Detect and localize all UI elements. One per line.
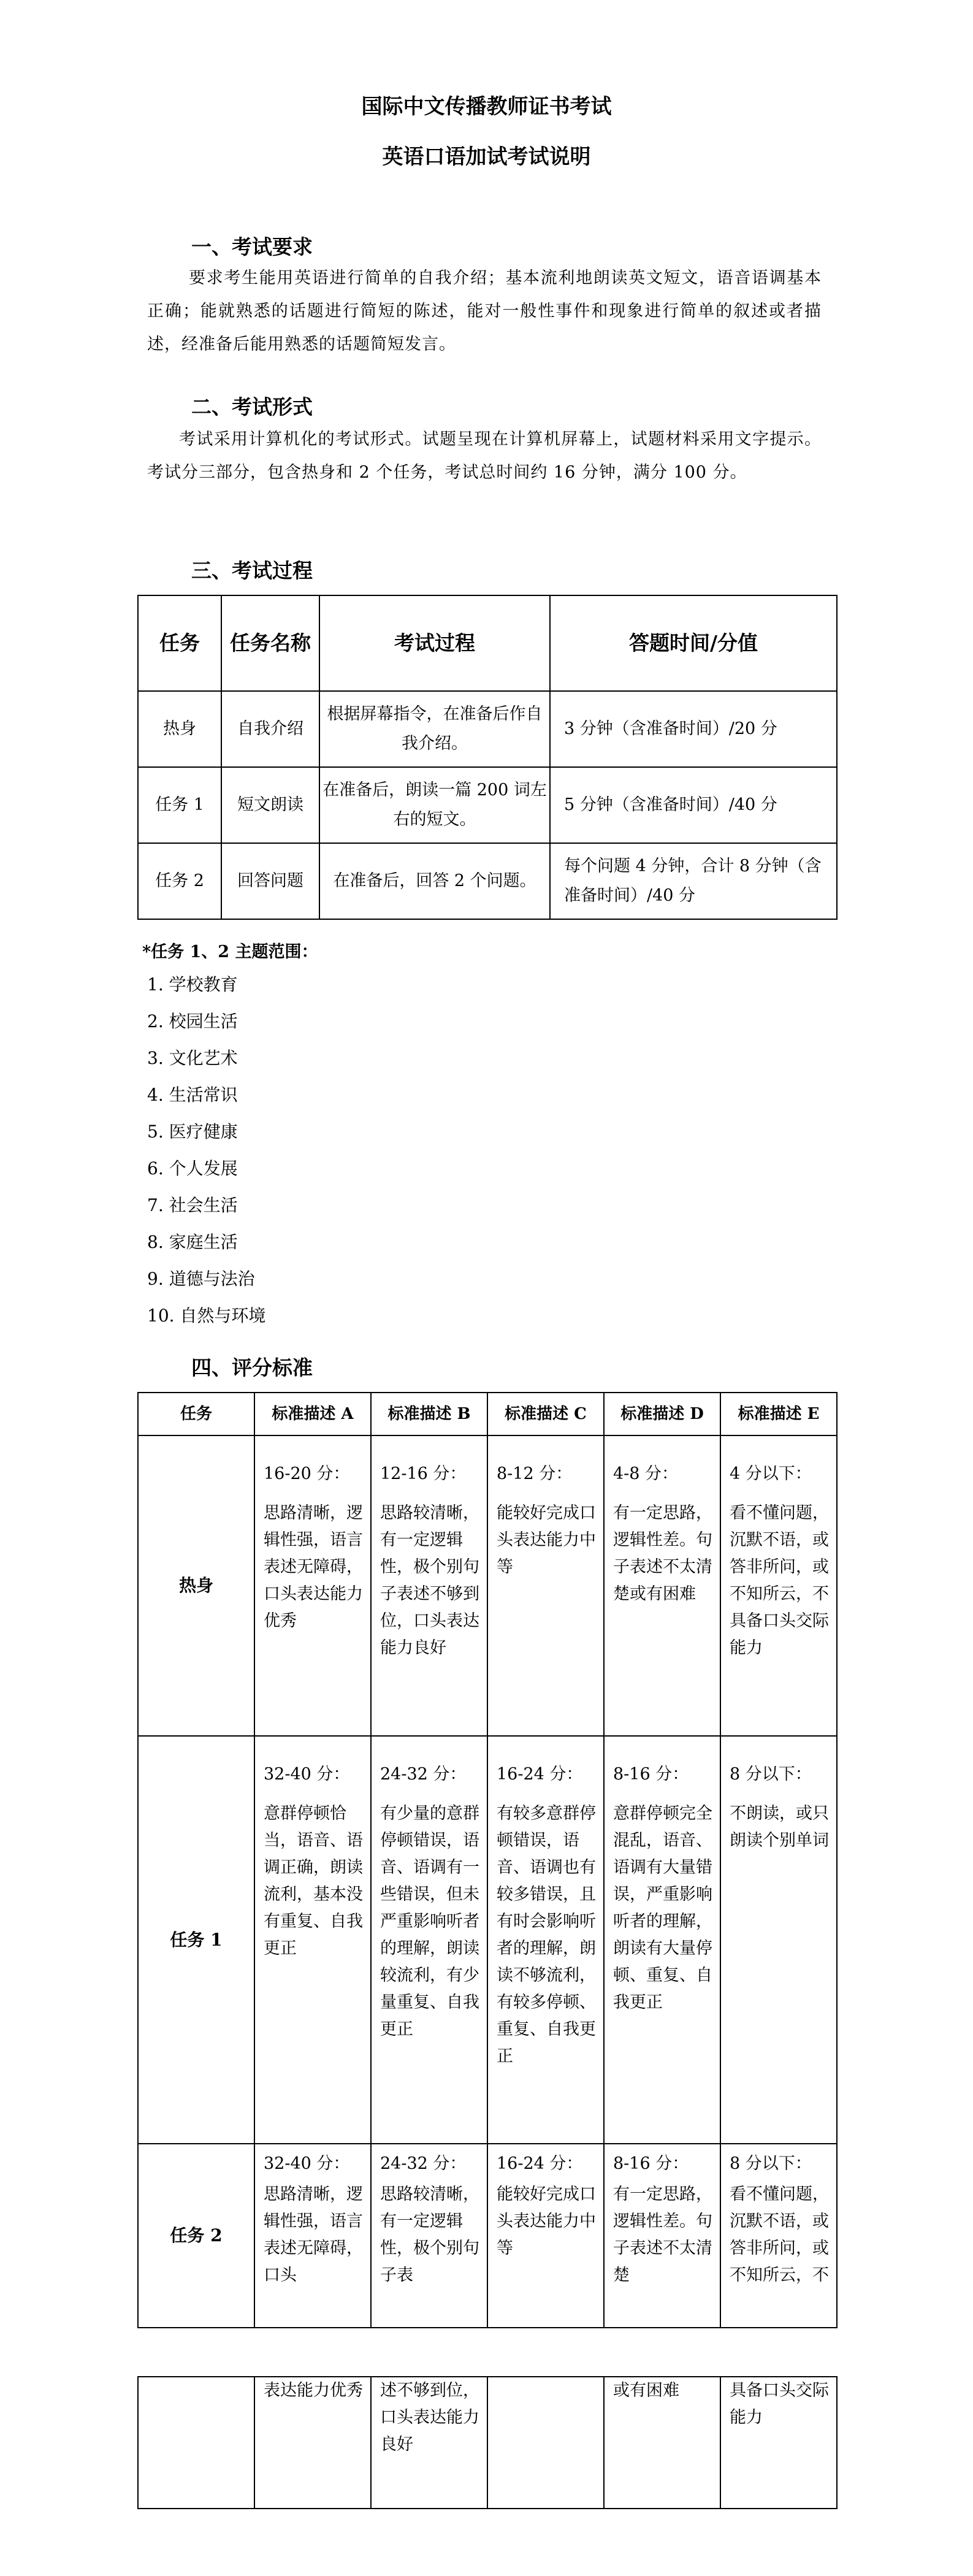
section-heading-process: 三、考试过程 bbox=[191, 559, 313, 583]
score-cell-a: 32-40 分： 思路清晰，逻辑性强，语言表述无障碍，口头 bbox=[254, 2144, 371, 2328]
continuation-cell bbox=[487, 2377, 604, 2509]
cell-time-score: 5 分钟（含准备时间）/40 分 bbox=[550, 767, 837, 843]
header-process: 考试过程 bbox=[319, 595, 550, 691]
cell-task: 任务 2 bbox=[138, 843, 221, 919]
score-cell-e: 8 分以下： 看不懂问题，沉默不语，或答非所问，或不知所云，不 bbox=[720, 2144, 837, 2328]
list-item: 2. 校园生活 bbox=[147, 1011, 238, 1031]
score-cell-c: 16-24 分： 能较好完成口头表达能力中等 bbox=[487, 2144, 604, 2328]
table-row bbox=[138, 2144, 837, 2328]
cell-task-name: 回答问题 bbox=[221, 843, 319, 919]
table-row bbox=[138, 767, 837, 843]
continuation-cell: 表达能力优秀 bbox=[254, 2377, 371, 2509]
header-standard-c: 标准描述 C bbox=[487, 1393, 604, 1435]
table-row bbox=[138, 1736, 837, 2144]
topics-heading: *任务 1、2 主题范围： bbox=[142, 942, 318, 961]
list-item: 6. 个人发展 bbox=[147, 1158, 238, 1179]
list-item: 3. 文化艺术 bbox=[147, 1048, 238, 1068]
continuation-cell bbox=[138, 2377, 254, 2509]
row-task: 任务 2 bbox=[138, 2144, 254, 2328]
header-task: 任务 bbox=[138, 595, 221, 691]
continuation-cell: 具备口头交际能力 bbox=[720, 2377, 837, 2509]
cell-process: 在准备后，回答 2 个问题。 bbox=[319, 843, 550, 919]
section-heading-format: 二、考试形式 bbox=[191, 395, 313, 419]
cell-task-name: 自我介绍 bbox=[221, 691, 319, 767]
score-cell-e: 4 分以下： 看不懂问题，沉默不语，或答非所问，或不知所云，不具备口头交际能力 bbox=[720, 1435, 837, 1736]
scoring-table bbox=[137, 1392, 838, 2328]
header-standard-d: 标准描述 D bbox=[604, 1393, 720, 1435]
header-task: 任务 bbox=[138, 1393, 254, 1435]
score-cell-c: 8-12 分： 能较好完成口头表达能力中等 bbox=[487, 1435, 604, 1736]
score-cell-c: 16-24 分： 有较多意群停顿错误，语音、语调也有较多错误，且有时会影响听者的理解，朗读不够流利，有较多停顿、重复、自我更正 bbox=[487, 1736, 604, 2144]
row-task: 任务 1 bbox=[138, 1736, 254, 2144]
header-standard-a: 标准描述 A bbox=[254, 1393, 371, 1435]
continuation-cell: 或有困难 bbox=[604, 2377, 720, 2509]
process-table-header bbox=[138, 595, 837, 691]
continuation-cell: 述不够到位，口头表达能力良好 bbox=[371, 2377, 487, 2509]
section-heading-requirements: 一、考试要求 bbox=[191, 235, 313, 259]
page-title: 国际中文传播教师证书考试 bbox=[361, 94, 612, 119]
row-task: 热身 bbox=[138, 1435, 254, 1736]
section-heading-scoring: 四、评分标准 bbox=[191, 1356, 313, 1380]
cell-process: 在准备后，朗读一篇 200 词左右的短文。 bbox=[319, 767, 550, 843]
table-row bbox=[138, 691, 837, 767]
header-time-score: 答题时间/分值 bbox=[550, 595, 837, 691]
cell-task: 任务 1 bbox=[138, 767, 221, 843]
section-body-requirements: 要求考生能用英语进行简单的自我介绍；基本流利地朗读英文短文，语音语调基本正确；能就熟悉的话题进行简短的陈述，能对一般性事件和现象进行简单的叙述或者描述，经准备后能用熟悉的话题简短发言。 bbox=[147, 269, 822, 354]
score-cell-d: 8-16 分： 有一定思路，逻辑性差。句子表述不太清楚 bbox=[604, 2144, 720, 2328]
list-item: 7. 社会生活 bbox=[147, 1195, 238, 1215]
score-cell-b: 24-32 分： 有少量的意群停顿错误，语音、语调有一些错误，但未严重影响听者的理解，朗读较流利，有少量重复、自我更正 bbox=[371, 1736, 487, 2144]
scoring-table-header bbox=[138, 1393, 837, 1435]
list-item: 8. 家庭生活 bbox=[147, 1232, 238, 1252]
list-item: 9. 道德与法治 bbox=[147, 1269, 255, 1289]
score-cell-d: 4-8 分： 有一定思路，逻辑性差。句子表述不太清楚或有困难 bbox=[604, 1435, 720, 1736]
cell-time-score: 每个问题 4 分钟，合计 8 分钟（含准备时间）/40 分 bbox=[550, 843, 837, 919]
score-cell-e: 8 分以下： 不朗读，或只朗读个别单词 bbox=[720, 1736, 837, 2144]
list-item: 1. 学校教育 bbox=[147, 974, 238, 995]
cell-time-score: 3 分钟（含准备时间）/20 分 bbox=[550, 691, 837, 767]
table-row bbox=[138, 2377, 837, 2509]
header-task-name: 任务名称 bbox=[221, 595, 319, 691]
score-cell-d: 8-16 分： 意群停顿完全混乱，语音、语调有大量错误，严重影响听者的理解，朗读有大量停顿、重复、自我更正 bbox=[604, 1736, 720, 2144]
header-standard-b: 标准描述 B bbox=[371, 1393, 487, 1435]
table-row bbox=[138, 1435, 837, 1736]
header-standard-e: 标准描述 E bbox=[720, 1393, 837, 1435]
section-body-format: 考试采用计算机化的考试形式。试题呈现在计算机屏幕上，试题材料采用文字提示。考试分三部分，包含热身和 2 个任务，考试总时间约 16 分钟，满分 100 分。 bbox=[147, 430, 822, 482]
cell-task: 热身 bbox=[138, 691, 221, 767]
list-item: 10. 自然与环境 bbox=[147, 1305, 266, 1326]
score-cell-a: 16-20 分： 思路清晰，逻辑性强，语言表述无障碍，口头表达能力优秀 bbox=[254, 1435, 371, 1736]
score-cell-b: 12-16 分： 思路较清晰，有一定逻辑性，极个别句子表述不够到位，口头表达能力良好 bbox=[371, 1435, 487, 1736]
table-row bbox=[138, 843, 837, 919]
page-subtitle: 英语口语加试考试说明 bbox=[382, 145, 591, 169]
scoring-table-continuation bbox=[137, 2376, 838, 2509]
score-cell-b: 24-32 分： 思路较清晰，有一定逻辑性，极个别句子表 bbox=[371, 2144, 487, 2328]
cell-task-name: 短文朗读 bbox=[221, 767, 319, 843]
list-item: 4. 生活常识 bbox=[147, 1085, 238, 1105]
cell-process: 根据屏幕指令，在准备后作自我介绍。 bbox=[319, 691, 550, 767]
list-item: 5. 医疗健康 bbox=[147, 1122, 238, 1142]
process-table bbox=[137, 595, 838, 920]
score-cell-a: 32-40 分： 意群停顿恰当，语音、语调正确，朗读流利，基本没有重复、自我更正 bbox=[254, 1736, 371, 2144]
